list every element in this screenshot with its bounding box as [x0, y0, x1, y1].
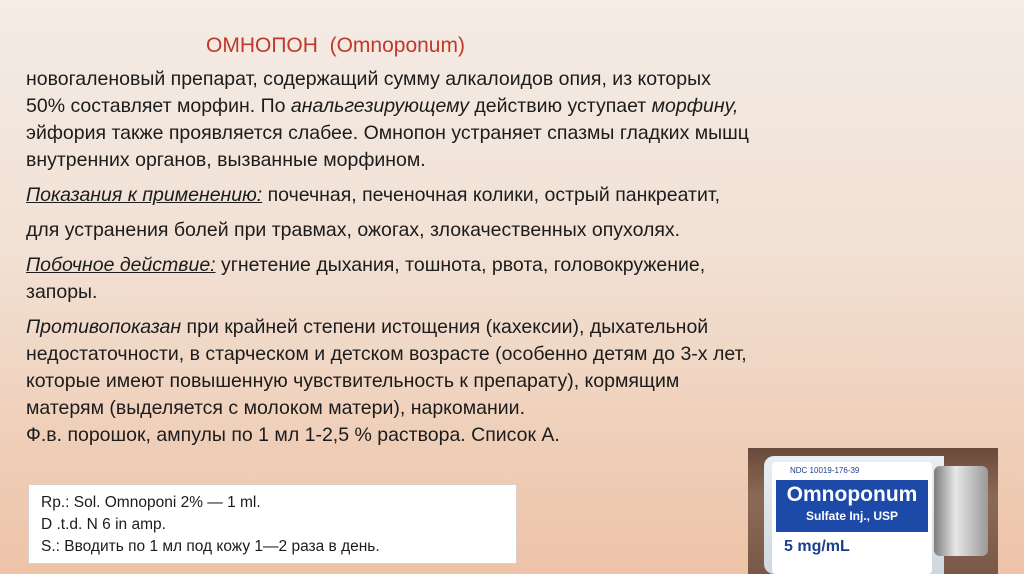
vial-dose: 5 mg/mL: [784, 538, 850, 555]
vial-brand-band: [776, 480, 928, 532]
side-effects-label: Побочное действие:: [26, 254, 216, 276]
vial-body: [764, 456, 944, 574]
contraindications-line-4: матерям (выделяется с молоком матери), наркомании.: [26, 397, 525, 419]
contraindications-line-3: которые имеют повышенную чувствительность к препарату), кормящим: [26, 370, 680, 392]
slide-title: ОМНОПОН (Omnoponum): [206, 34, 465, 57]
prescription-line-2: D .t.d. N 6 in amp.: [41, 516, 166, 533]
indications-label: Показания к применению:: [26, 184, 263, 206]
side-effects-text: угнетение дыхания, тошнота, рвота, головокружение,: [215, 254, 706, 276]
prescription-line-3: S.: Вводить по 1 мл под кожу 1—2 раза в день.: [41, 538, 380, 555]
description-line-4: внутренних органов, вызванные морфином.: [26, 149, 426, 171]
contraindications-label: Противопоказан: [26, 316, 182, 338]
vial-label: [772, 462, 932, 574]
contraindications-line-1: [26, 314, 926, 341]
description-line-2: [26, 93, 926, 120]
indications-text: почечная, печеночная колики, острый панкреатит,: [262, 184, 721, 206]
vial-photo: [748, 448, 998, 574]
prescription-box: [28, 484, 517, 564]
analgesic-term: анальгезирующему: [290, 95, 470, 117]
vial-brand-sub: Sulfate Inj., USP: [805, 509, 898, 523]
prescription-line-1: Rp.: Sol. Omnoponi 2% — 1 ml.: [41, 494, 261, 511]
indications-line-2: для устранения болей при травмах, ожогах, злокачественных опухолях.: [26, 219, 681, 241]
contraindications-line-2: недостаточности, в старческом и детском возрасте (особенно детям до 3-х лет,: [26, 343, 747, 365]
description-text: 50% составляет морфин. По: [26, 95, 291, 117]
description-line-3: эйфория также проявляется слабее. Омнопон устраняет спазмы гладких мышц: [26, 122, 749, 144]
contraindications-text: при крайней степени истощения (кахексии), дыхательной: [181, 316, 709, 338]
vial-cap: [934, 466, 988, 556]
description-text: действию уступает: [469, 95, 652, 117]
dosage-forms-line: Ф.в. порошок, ампулы по 1 мл 1-2,5 % раствора. Список А.: [26, 424, 560, 446]
side-effects-line-1: [26, 252, 926, 279]
vial-brand: Omnoponum: [786, 483, 918, 506]
slide-body: [26, 66, 926, 449]
description-line-1: новогаленовый препарат, содержащий сумму алкалоидов опия, из которых: [26, 68, 711, 90]
morphine-term: морфину,: [651, 95, 739, 117]
vial-ndc: NDC 10019-176-39: [790, 466, 860, 475]
indications-line-1: [26, 182, 926, 209]
side-effects-line-2: запоры.: [26, 281, 98, 303]
